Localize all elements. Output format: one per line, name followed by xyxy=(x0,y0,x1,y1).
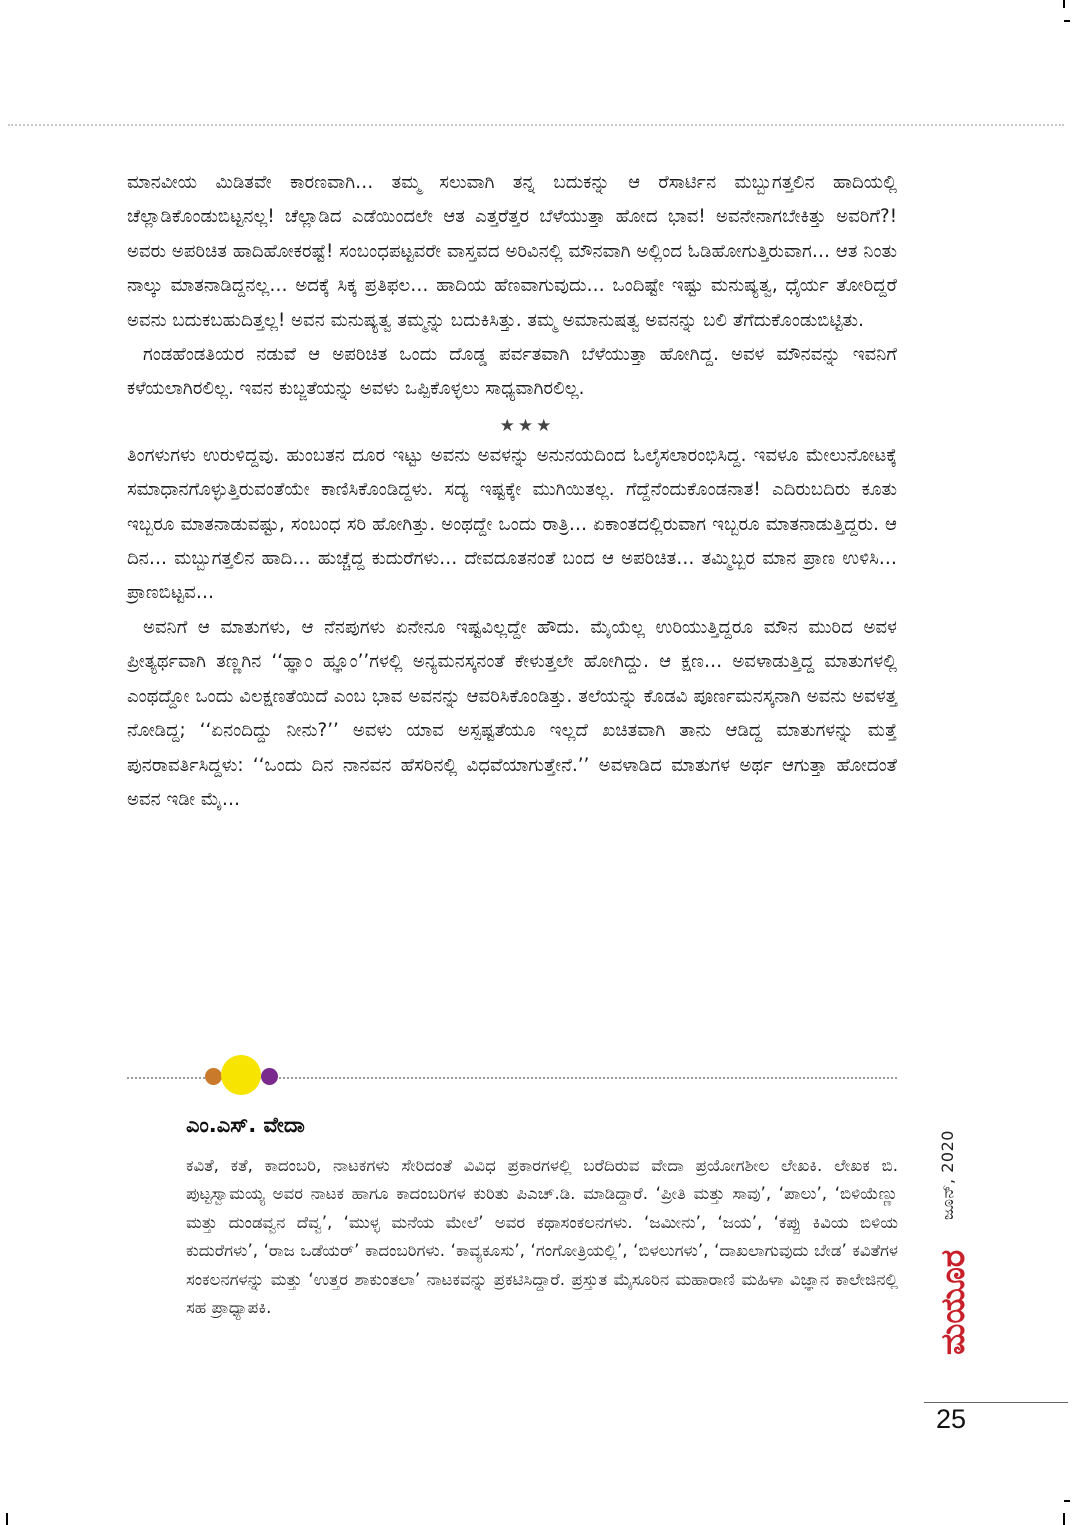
paragraph: ಗಂಡಹೆಂಡತಿಯರ ನಡುವೆ ಆ ಅಪರಿಚಿತ ಒಂದು ದೊಡ್ಡ ಪರ್ವತವಾಗಿ ಬೆಳೆಯುತ್ತಾ ಹೋಗಿದ್ದ. ಅವಳ ಮೌನವನ್ನು ಇವನಿಗೆ ಕಳೆಯಲಾಗಿರಲಿಲ್ಲ. ಇವನ ಕುಬ್ಜತೆಯನ್ನು ಅವಳು ಒಪ್ಪಿಕೊಳ್ಳಲು ಸಾಧ್ಯವಾಗಿರಲಿಲ್ಲ. xyxy=(127,344,897,400)
yellow-dot xyxy=(221,1055,261,1095)
crop-mark xyxy=(1063,1513,1065,1525)
page-number-rule xyxy=(924,1402,1068,1403)
paragraph: ಅವನಿಗೆ ಆ ಮಾತುಗಳು, ಆ ನೆನಪುಗಳು ಏನೇನೂ ಇಷ್ಟವಿಲ್ಲದ್ದೇ ಹೌದು. ಮೈಯೆಲ್ಲ ಉರಿಯುತ್ತಿದ್ದರೂ ಮೌನ ಮುರಿದ ಅವಳ ಪ್ರೀತ್ಯರ್ಥವಾಗಿ ತಣ್ಣಗಿನ ‘‘ಹ್ಞಾಂ ಹ್ಞೂಂ’’ಗಳಲ್ಲಿ ಅನ್ಯಮನಸ್ಕನಂತೆ ಕೇಳುತ್ತಲೇ ಹೋಗಿದ್ದು. ಆ ಕ್ಷಣ… ಅವಳಾಡುತ್ತಿದ್ದ ಮಾತುಗಳಲ್ಲಿ ಎಂಥದ್ದೋ ಒಂದು ವಿಲಕ್ಷಣತೆಯಿದೆ ಎಂಬ ಭಾವ ಅವನನ್ನು ಆವರಿಸಿಕೊಂಡಿತ್ತು. ತಲೆಯನ್ನು ಕೊಡವಿ ಪೂರ್ಣಮನಸ್ಕನಾಗಿ ಅವನು ಅವಳತ್ತ ನೋಡಿದ್ದ; ‘‘ಏನಂದಿದ್ದು ನೀನು?’’ ಅವಳು ಯಾವ ಅಸ್ಪಷ್ಟತೆಯೂ ಇಲ್ಲದೆ ಖಚಿತವಾಗಿ ತಾನು ಆಡಿದ್ದ ಮಾತುಗಳನ್ನು ಮತ್ತೆ ಪುನರಾವರ್ತಿಸಿದ್ದಳು: ‘‘ಒಂದು ದಿನ ನಾನವನ ಹೆಸರಿನಲ್ಲಿ ವಿಧವೆಯಾಗುತ್ತೇನೆ.’’ ಅವಳಾಡಿದ ಮಾತುಗಳ ಅರ್ಥ ಆಗುತ್ತಾ ಹೋದಂತೆ ಅವನ ಇಡೀ ಮೈ… xyxy=(127,616,897,810)
magazine-logo: ಮಯೂರ xyxy=(933,1249,972,1355)
author-bio-text: ಕವಿತೆ, ಕತೆ, ಕಾದಂಬರಿ, ನಾಟಕಗಳು ಸೇರಿದಂತೆ ವಿವಿಧ ಪ್ರಕಾರಗಳಲ್ಲಿ ಬರೆದಿರುವ ವೇದಾ ಪ್ರಯೋಗಶೀಲ ಲೇಖಕಿ. ಲೇಖಕ ಬಿ. ಪುಟ್ಟಸ್ವಾಮಯ್ಯ ಅವರ ನಾಟಕ ಹಾಗೂ ಕಾದಂಬರಿಗಳ ಕುರಿತು ಪಿಎಚ್.ಡಿ. ಮಾಡಿದ್ದಾರೆ. ‘ಪ್ರೀತಿ ಮತ್ತು ಸಾವು’, ‘ಪಾಲು’, ‘ಬಿಳಿಯೆಣ್ಣು ಮತ್ತು ದುಂಡವ್ವನ ದೆವ್ವ’, ‘ಮುಳ್ಳ ಮನೆಯ ಮೇಲೆ’ ಅವರ ಕಥಾಸಂಕಲನಗಳು. ‘ಜಮೀನು’, ‘ಜಯ’, ‘ಕಪ್ಪು ಕಿವಿಯ ಬಿಳಿಯ ಕುದುರೆಗಳು’, ‘ರಾಜ ಒಡೆಯರ್’ ಕಾದಂಬರಿಗಳು. ‘ಕಾವ್ಯಕೂಸು’, ‘ಗಂಗೋತ್ರಿಯಲ್ಲಿ’, ‘ಬಿಳಲುಗಳು’, ‘ದಾಖಲಾಗುವುದು ಬೇಡ’ ಕವಿತೆಗಳ ಸಂಕಲನಗಳನ್ನು ಮತ್ತು ‘ಉತ್ತರ ಶಾಕುಂತಲಾ’ ನಾಟಕವನ್ನು ಪ್ರಕಟಿಸಿದ್ದಾರೆ. ಪ್ರಸ್ತುತ ಮೈಸೂರಿನ ಮಹಾರಾಣಿ ಮಹಿಳಾ ವಿಜ್ಞಾನ ಕಾಲೇಜಿನಲ್ಲಿ ಸಹ ಪ್ರಾಧ್ಯಾಪಕಿ. xyxy=(186,1156,898,1318)
author-name: ಎಂ.ಎಸ್. ವೇದಾ xyxy=(186,1113,305,1137)
story-body xyxy=(127,166,897,817)
crop-mark xyxy=(1063,0,1065,8)
bio-divider xyxy=(127,1077,897,1089)
crop-mark xyxy=(6,1513,8,1525)
author-bio xyxy=(186,1110,898,1322)
paragraph: ತಿಂಗಳುಗಳು ಉರುಳಿದ್ದವು. ಹುಂಬತನ ದೂರ ಇಟ್ಟು ಅವನು ಅವಳನ್ನು ಅನುನಯದಿಂದ ಓಲೈಸಲಾರಂಭಿಸಿದ್ದ. ಇವಳೂ ಮೇಲುನೋಟಕ್ಕೆ ಸಮಾಧಾನಗೊಳ್ಳುತ್ತಿರುವಂತೆಯೇ ಕಾಣಿಸಿಕೊಂಡಿದ್ದಳು. ಸದ್ಯ ಇಷ್ಟಕ್ಕೇ ಮುಗಿಯಿತಲ್ಲ. ಗೆದ್ದೆನೆಂದುಕೊಂಡನಾತ! ಎದಿರುಬದಿರು ಕೂತು ಇಬ್ಬರೂ ಮಾತನಾಡುವಷ್ಟು, ಸಂಬಂಧ ಸರಿ ಹೋಗಿತ್ತು. ಅಂಥದ್ದೇ ಒಂದು ರಾತ್ರಿ… ಏಕಾಂತದಲ್ಲಿರುವಾಗ ಇಬ್ಬರೂ ಮಾತನಾಡುತ್ತಿದ್ದರು. ಆ ದಿನ… ಮಬ್ಬುಗತ್ತಲಿನ ಹಾದಿ… ಹುಚ್ಚೆದ್ದ ಕುದುರೆಗಳು… ದೇವದೂತನಂತೆ ಬಂದ ಆ ಅಪರಿಚಿತ… ತಮ್ಮಿಬ್ಬರ ಮಾನ ಪ್ರಾಣ ಉಳಿಸಿ… ಪ್ರಾಣಬಿಟ್ಟವ… xyxy=(127,444,897,604)
crop-mark xyxy=(1064,20,1070,22)
purple-dot xyxy=(261,1068,278,1085)
crop-mark xyxy=(1064,1500,1070,1502)
page-number: 25 xyxy=(936,1404,967,1434)
issue-date: ಜೂನ್, 2020 xyxy=(938,1130,957,1220)
paragraph: ಮಾನವೀಯ ಮಿಡಿತವೇ ಕಾರಣವಾಗಿ… ತಮ್ಮ ಸಲುವಾಗಿ ತನ್ನ ಬದುಕನ್ನು ಆ ರೆಸಾರ್ಟಿನ ಮಬ್ಬುಗತ್ತಲಿನ ಹಾದಿಯಲ್ಲಿ ಚೆಲ್ಲಾಡಿಕೊಂಡುಬಿಟ್ಟನಲ್ಲ! ಚೆಲ್ಲಾಡಿದ ಎಡೆಯಿಂದಲೇ ಆತ ಎತ್ತರೆತ್ತರ ಬೆಳೆಯುತ್ತಾ ಹೋದ ಭಾವ! ಅವನೇನಾಗಬೇಕಿತ್ತು ಅವರಿಗೆ?! ಅವರು ಅಪರಿಚಿತ ಹಾದಿಹೋಕರಷ್ಟೆ! ಸಂಬಂಧಪಟ್ಟವರೇ ವಾಸ್ತವದ ಅರಿವಿನಲ್ಲಿ ಮೌನವಾಗಿ ಅಲ್ಲಿಂದ ಓಡಿಹೋಗುತ್ತಿರುವಾಗ… ಆತ ನಿಂತು ನಾಲ್ಕು ಮಾತನಾಡಿದ್ದನಲ್ಲ… ಅದಕ್ಕೆ ಸಿಕ್ಕ ಪ್ರತಿಫಲ… ಹಾದಿಯ ಹೆಣವಾಗುವುದು… ಒಂದಿಷ್ಟೇ ಇಷ್ಟು ಮನುಷ್ಯತ್ವ, ಧೈರ್ಯ ತೋರಿದ್ದರೆ ಅವನು ಬದುಕಬಹುದಿತ್ತಲ್ಲ! ಅವನ ಮನುಷ್ಯತ್ವ ತಮ್ಮನ್ನು ಬದುಕಿಸಿತ್ತು. ತಮ್ಮ ಅಮಾನುಷತ್ವ ಅವನನ್ನು ಬಲಿ ತೆಗೆದುಕೊಂಡುಬಿಟ್ಟಿತು. xyxy=(127,172,897,331)
top-dotted-rule xyxy=(8,124,1064,126)
side-masthead xyxy=(932,1110,972,1380)
section-break-stars: ★★★ xyxy=(499,415,555,436)
orange-dot xyxy=(205,1068,222,1085)
